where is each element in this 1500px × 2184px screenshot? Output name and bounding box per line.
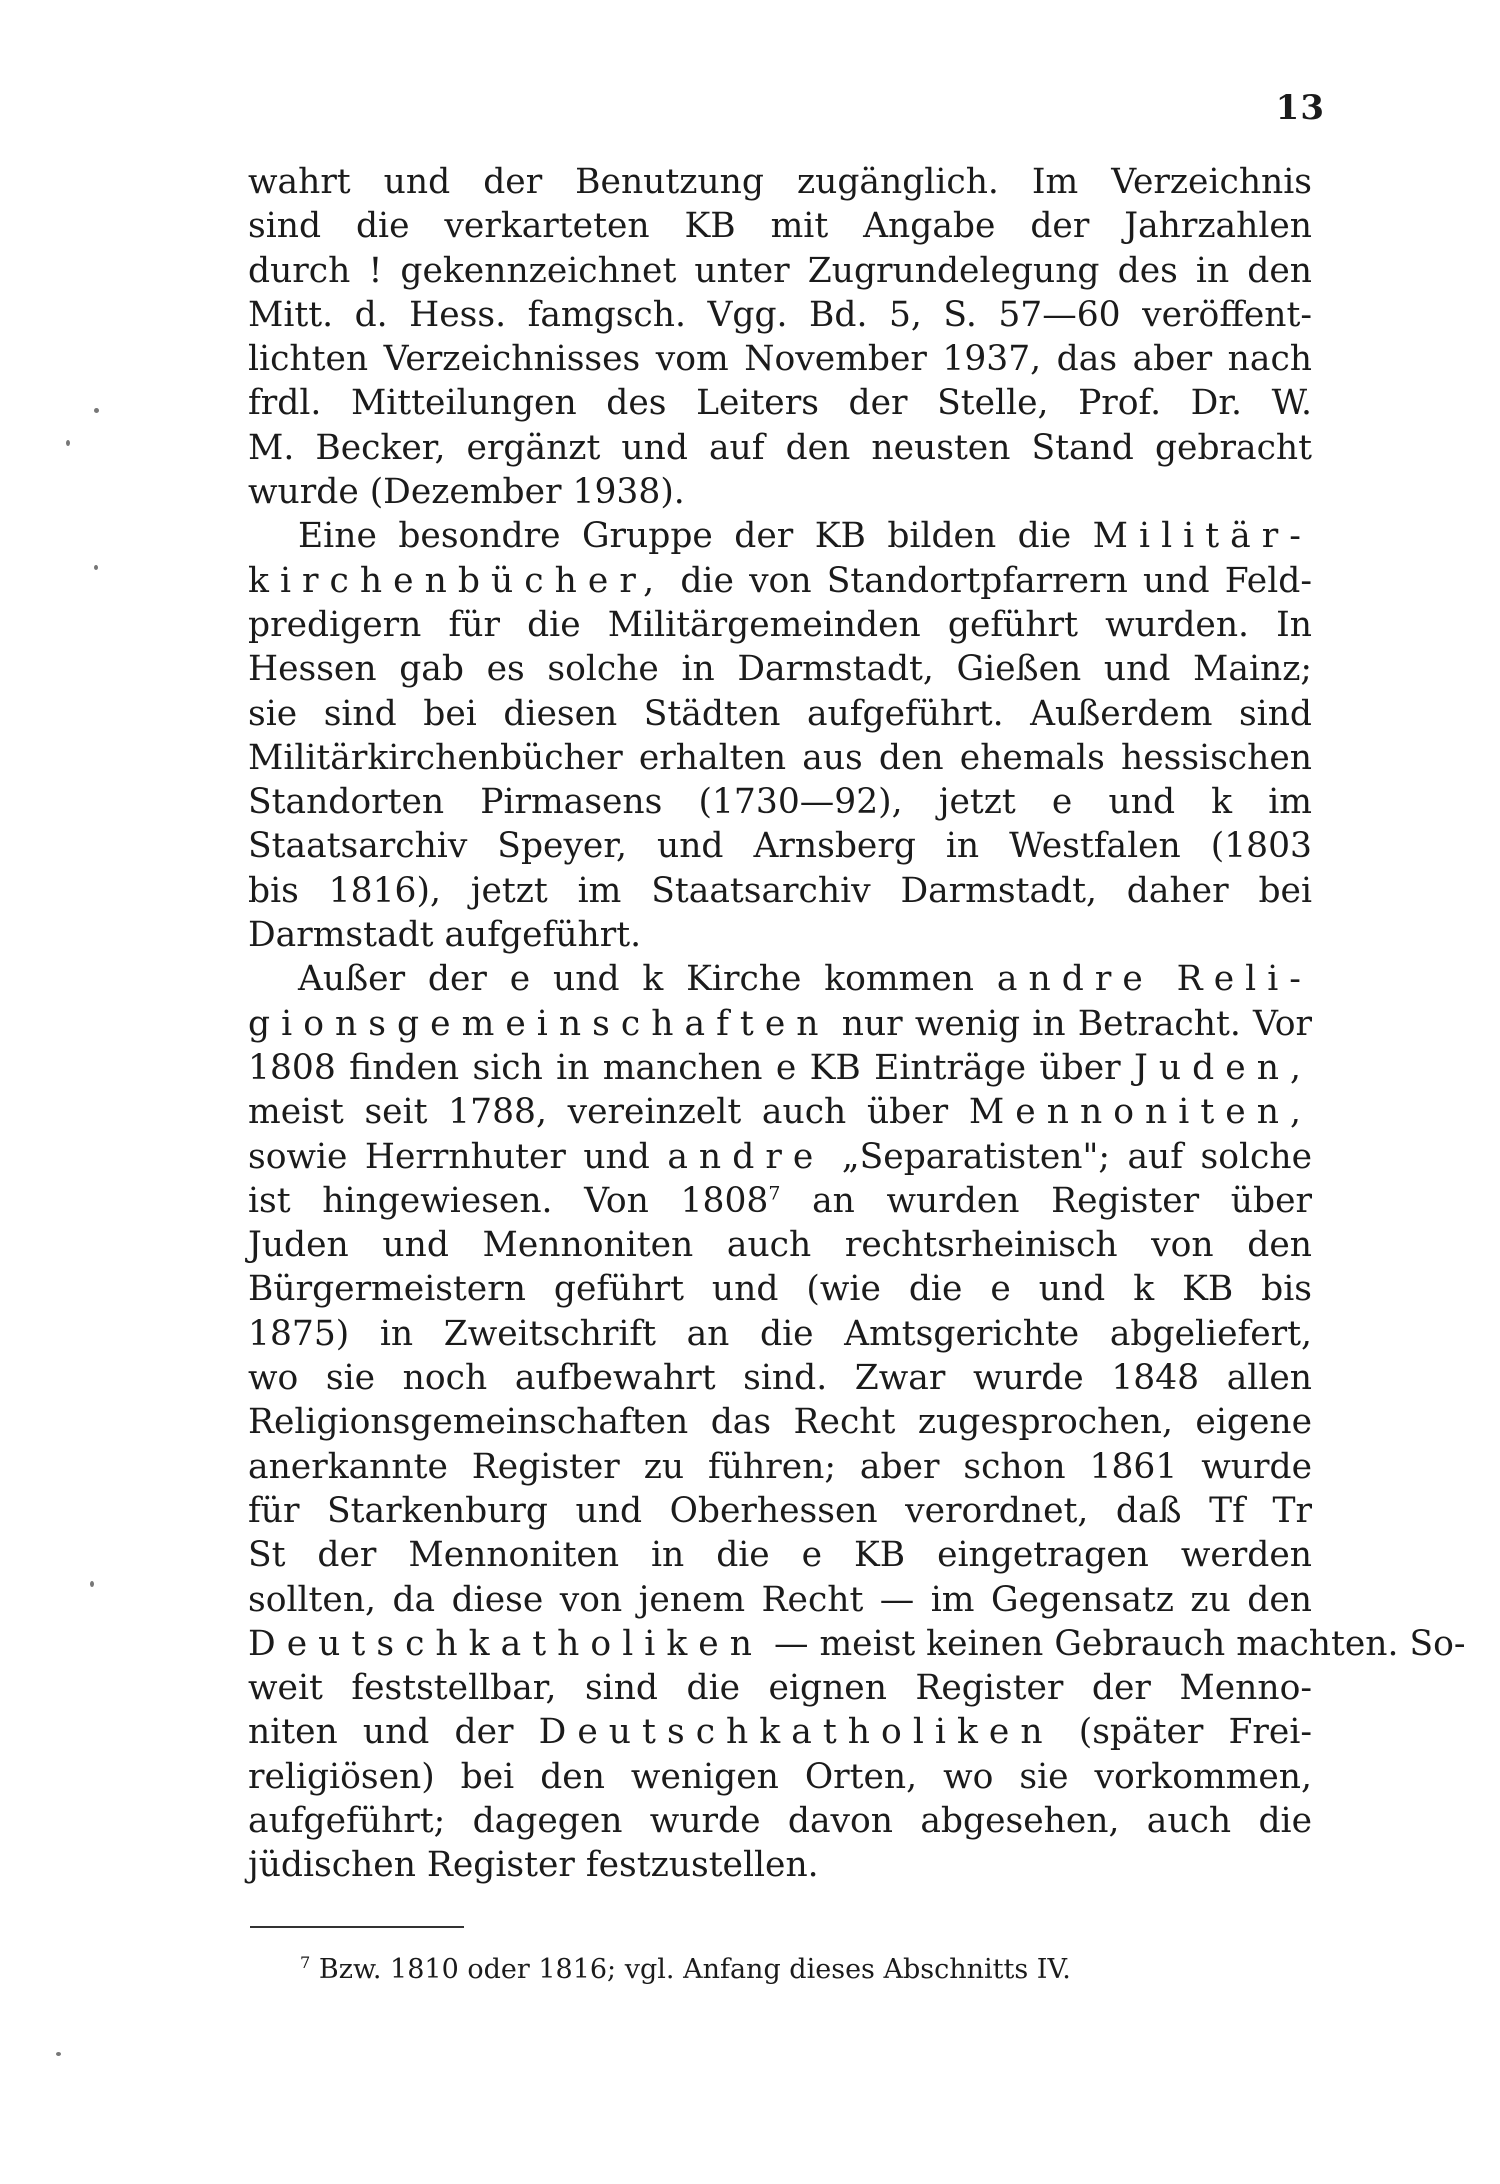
text-line: Außer der e und k Kirche kommen andre Reli- <box>298 959 1312 1000</box>
text-line: Standorten Pirmasens (1730—92), jetzt e und k im <box>248 782 1312 823</box>
text-line: weit feststellbar, sind die eignen Register der Menno- <box>248 1668 1312 1709</box>
text-line: Religionsgemeinschaften das Recht zugesprochen, eigene <box>248 1402 1312 1443</box>
body-text <box>248 160 1466 1888</box>
footnote-marker: 7 <box>300 1953 311 1972</box>
text-line: 1875) in Zweitschrift an die Amtsgerichte abgeliefert, <box>248 1313 1312 1354</box>
text-line: sie sind bei diesen Städten aufgeführt. Außerdem sind <box>248 693 1312 734</box>
text-line: Eine besondre Gruppe der KB bilden die Militär- <box>298 516 1312 557</box>
text-line: anerkannte Register zu führen; aber schon 1861 wurde <box>248 1446 1312 1487</box>
text-line: St der Mennoniten in die e KB eingetragen werden <box>248 1535 1312 1576</box>
text-line: Darmstadt aufgeführt. <box>248 915 642 956</box>
text-line: sowie Herrnhuter und andre „Separatisten"; auf solche <box>248 1136 1312 1177</box>
text-line: Deutschkatholiken — meist keinen Gebrauch machten. So- <box>248 1623 1466 1664</box>
text-line: durch ! gekennzeichnet unter Zugrundelegung des in den <box>248 250 1312 291</box>
text-line: religiösen) bei den wenigen Orten, wo sie vorkommen, <box>248 1756 1312 1797</box>
text-line: wurde (Dezember 1938). <box>248 472 685 513</box>
text-line: Hessen gab es solche in Darmstadt, Gießen und Mainz; <box>248 649 1312 690</box>
text-line: niten und der Deutschkatholiken (später Frei- <box>248 1712 1313 1753</box>
text-line: Staatsarchiv Speyer, und Arnsberg in Westfalen (1803 <box>248 826 1312 867</box>
paragraph <box>248 160 1312 514</box>
text-line: sind die verkarteten KB mit Angabe der Jahrzahlen <box>248 206 1312 247</box>
paragraph <box>248 514 1312 957</box>
text-line: M. Becker, ergänzt und auf den neusten Stand gebracht <box>248 427 1312 468</box>
paragraph <box>248 957 1466 1887</box>
text-line: sollten, da diese von jenem Recht — im Gegensatz zu den <box>248 1579 1312 1620</box>
text-line: 1808 finden sich in manchen e KB Einträge über Juden, <box>248 1047 1312 1088</box>
page-number: 13 <box>1275 88 1325 128</box>
text-line: gionsgemeinschaften nur wenig in Betracht. Vor <box>248 1003 1312 1044</box>
text-line: kirchenbücher, die von Standortpfarrern und Feld- <box>248 560 1312 601</box>
text-line: jüdischen Register festzustellen. <box>248 1845 819 1886</box>
text-line: Juden und Mennoniten auch rechtsrheinisch von den <box>248 1225 1312 1266</box>
text-line: bis 1816), jetzt im Staatsarchiv Darmstadt, daher bei <box>248 870 1312 911</box>
text-line: Mitt. d. Hess. famgsch. Vgg. Bd. 5, S. 57—60 veröffent- <box>248 294 1312 335</box>
text-line: meist seit 1788, vereinzelt auch über Mennoniten, <box>248 1092 1312 1133</box>
text-line: wahrt und der Benutzung zugänglich. Im Verzeichnis <box>248 162 1312 202</box>
scan-speck <box>90 1581 94 1587</box>
scan-speck <box>56 2052 61 2056</box>
footnote <box>300 1946 1071 1987</box>
scan-speck <box>66 440 70 446</box>
footnote-text: Bzw. 1810 oder 1816; vgl. Anfang dieses Abschnitts IV. <box>318 1954 1071 1985</box>
text-line: wo sie noch aufbewahrt sind. Zwar wurde 1848 allen <box>248 1358 1312 1399</box>
text-line: für Starkenburg und Oberhessen verordnet, daß Tf Tr <box>248 1490 1312 1531</box>
text-line: lichten Verzeichnisses vom November 1937, das aber nach <box>248 339 1312 380</box>
text-line: Bürgermeistern geführt und (wie die e und k KB bis <box>248 1269 1312 1310</box>
text-line: ist hingewiesen. Von 1808$^7$ an wurden Register über <box>248 1180 1312 1221</box>
text-line: Militärkirchenbücher erhalten aus den ehemals hessischen <box>248 737 1312 778</box>
scan-speck <box>94 408 99 413</box>
text-line: aufgeführt; dagegen wurde davon abgesehen, auch die <box>248 1800 1312 1841</box>
scan-speck <box>94 565 98 570</box>
text-line: predigern für die Militärgemeinden geführt wurden. In <box>248 604 1312 645</box>
text-line: frdl. Mitteilungen des Leiters der Stelle, Prof. Dr. W. <box>248 383 1312 424</box>
footnote-divider <box>250 1926 464 1928</box>
